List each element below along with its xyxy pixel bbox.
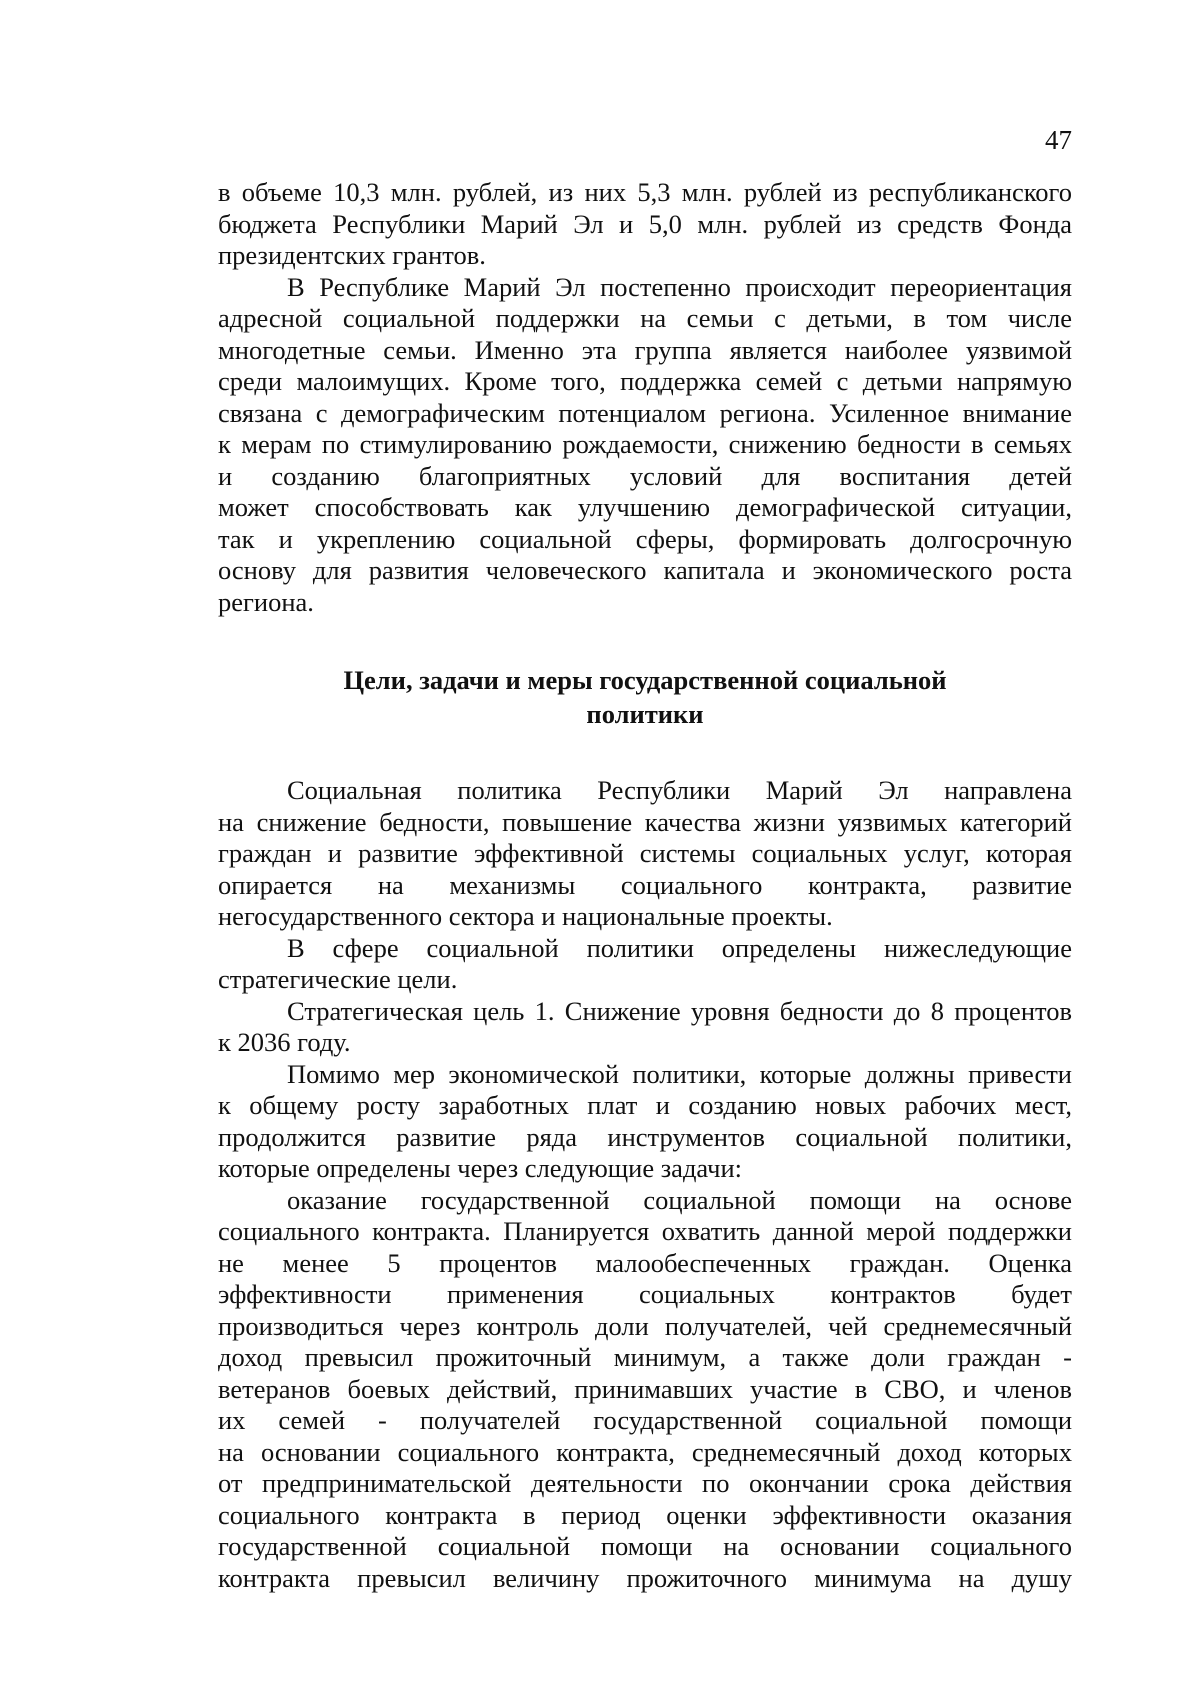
text-line: не менее 5 процентов малообеспеченных граждан. Оценка: [218, 1247, 1072, 1278]
text-line: эффективности применения социальных контрактов будет: [218, 1279, 1072, 1309]
heading-line: Цели, задачи и меры государственной социальной: [343, 665, 947, 695]
text-line: граждан и развитие эффективной системы социальных услуг, которая: [218, 838, 1072, 868]
text-line: связана с демографическим потенциалом региона. Усиленное внимание: [218, 397, 1072, 428]
text-line: ветеранов боевых действий, принимавших участие в СВО, и членов: [218, 1373, 1072, 1404]
text-line: и созданию благоприятных условий для воспитания детей: [218, 460, 1072, 491]
text-line: социального контракта в период оценки эффективности оказания: [218, 1499, 1072, 1530]
text-line: контракта превысил величину прожиточного минимума на душу: [218, 1562, 1072, 1593]
text-line: продолжится развитие ряда инструментов социальной политики,: [218, 1121, 1072, 1152]
text-line: региона.: [218, 586, 314, 617]
text-line: доход превысил прожиточный минимум, а также доли граждан -: [218, 1342, 1072, 1372]
text-line: на основании социального контракта, среднемесячный доход которых: [218, 1436, 1072, 1467]
text-line: стратегические цели.: [218, 964, 458, 994]
text-line: бюджета Республики Марий Эл и 5,0 млн. рублей из средств Фонда: [218, 208, 1072, 239]
text-line: В Республике Марий Эл постепенно происходит переориентация: [287, 271, 1072, 302]
text-line: опирается на механизмы социального контракта, развитие: [218, 869, 1072, 900]
text-line: которые определены через следующие задачи:: [218, 1153, 742, 1183]
text-line: оказание государственной социальной помощи на основе: [287, 1184, 1072, 1215]
text-line: среди малоимущих. Кроме того, поддержка семей с детьми напрямую: [218, 366, 1072, 396]
text-line: Стратегическая цель 1. Снижение уровня бедности до 8 процентов: [287, 995, 1072, 1026]
text-line: может способствовать как улучшению демографической ситуации,: [218, 492, 1072, 522]
text-line: президентских грантов.: [218, 240, 486, 270]
text-line: социального контракта. Планируется охватить данной мерой поддержки: [218, 1216, 1072, 1246]
section-heading: [218, 663, 1072, 731]
text-line: их семей - получателей государственной социальной помощи: [218, 1405, 1072, 1435]
text-line: производиться через контроль доли получателей, чей среднемесячный: [218, 1310, 1072, 1341]
paragraph-social-policy: [218, 775, 1072, 933]
paragraph-strategic-goals: [218, 933, 1072, 996]
page-number: 47: [1045, 125, 1072, 155]
text-line: Помимо мер экономической политики, которые должны привести: [287, 1058, 1072, 1089]
text-line: государственной социальной помощи на основании социального: [218, 1531, 1072, 1561]
text-line: на снижение бедности, повышение качества жизни уязвимых категорий: [218, 806, 1072, 837]
paragraph-intro: [218, 177, 1072, 272]
text-line: адресной социальной поддержки на семьи с детьми, в том числе: [218, 303, 1072, 333]
text-line: негосударственного сектора и национальные проекты.: [218, 901, 833, 931]
heading-line: политики: [586, 699, 704, 729]
text-line: к мерам по стимулированию рождаемости, снижению бедности в семьях: [218, 429, 1072, 459]
text-line: так и укреплению социальной сферы, формировать долгосрочную: [218, 523, 1072, 554]
text-line: Социальная политика Республики Марий Эл направлена: [287, 775, 1072, 805]
text-line: многодетные семьи. Именно эта группа является наиболее уязвимой: [218, 334, 1072, 365]
text-line: к общему росту заработных плат и созданию новых рабочих мест,: [218, 1090, 1072, 1120]
paragraph-economic-measures: [218, 1059, 1072, 1185]
paragraph-goal-1: [218, 996, 1072, 1059]
text-line: от предпринимательской деятельности по окончании срока действия: [218, 1468, 1072, 1498]
text-line: В сфере социальной политики определены нижеследующие: [287, 932, 1072, 963]
paragraph-social-contract: [218, 1185, 1072, 1595]
text-line: к 2036 году.: [218, 1027, 351, 1057]
document-body: [218, 177, 1072, 1594]
paragraph-family-support: [218, 272, 1072, 619]
text-line: основу для развития человеческого капитала и экономического роста: [218, 555, 1072, 585]
text-line: в объеме 10,3 млн. рублей, из них 5,3 млн. рублей из республиканского: [218, 177, 1072, 207]
